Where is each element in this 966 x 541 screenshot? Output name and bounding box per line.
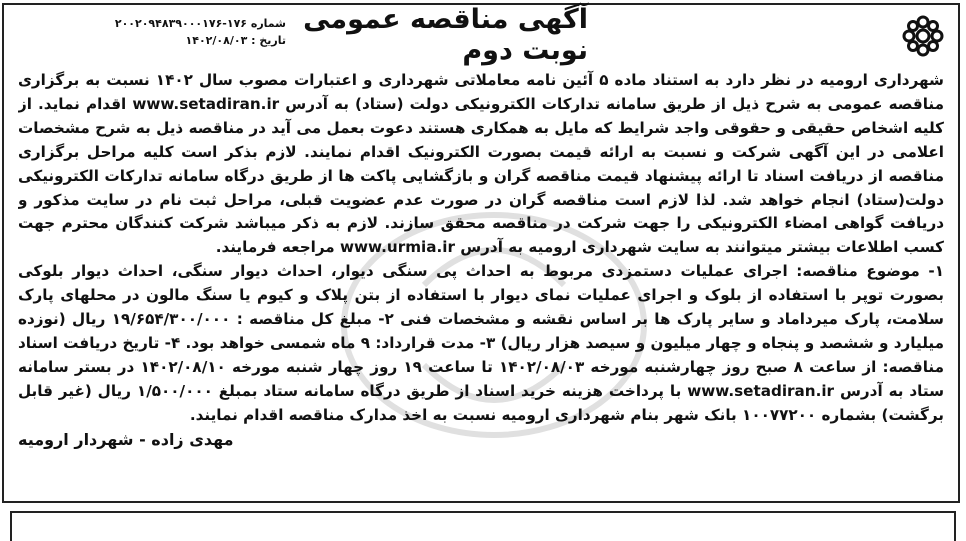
notice-details-paragraph: ۱- موضوع مناقصه: اجرای عملیات دستمزدی مربوط به احداث پی سنگی دیوار، احداث دیوار سنگی، احداث دیوار بلوکی بصورت توپر با استفاده از بلوک و اجرای عملیات نمای دیوار با استفاده از بتن پلاک و کیوم یا سنگ مالون در محلهای پارک سلامت، پارک میرداماد و سایر پارک ها بر اساس نقشه و مشخصات فنی ۲- مبلغ کل مناقصه : ۱۹/۶۵۴/۳۰۰/۰۰۰ ریال (نوزده میلیارد و ششصد و پنجاه و چهار میلیون و سیصد هزار ریال) ۳- مدت قرارداد: ۹ ماه شمسی خواهد بود. ۴- تاریخ دریافت اسناد مناقصه: از ساعت ۸ صبح روز چهارشنبه مورخه ۱۴۰۲/۰۸/۰۳ تا ساعت ۱۹ روز چهار شنبه مورخه ۱۴۰۲/۰۸/۱۰ در بستر سامانه ستاد به آدرس www.setadiran.ir با پرداخت هزینه خرید اسناد از طریق درگاه سامانه ستاد بمبلغ ۱/۵۰۰/۰۰۰ ریال (غیر قابل برگشت) بشماره ۱۰۰۷۷۲۰۰ بانک شهر بنام شهرداری ارومیه نسبت به اخذ مدارک مناقصه اقدام نمایند. bbox=[18, 262, 944, 424]
notice-title: آگهی مناقصه عمومی نوبت دوم bbox=[303, 4, 588, 66]
notice-header bbox=[4, 5, 958, 65]
notice-frame bbox=[2, 3, 960, 503]
notice-intro-paragraph: شهرداری ارومیه در نظر دارد به استناد ماده ۵ آئین نامه معاملاتی شهرداری و اعتبارات مصوب سال ۱۴۰۲ نسبت به برگزاری مناقصه عمومی به شرح ذیل از طریق سامانه تدارکات الکترونیکی دولت (ستاد) به آدرس www.setadiran.ir اقدام نماید. از کلیه اشخاص حقیقی و حقوقی واجد شرایط که مایل به همکاری هستند دعوت بعمل می آید در مناقصه ذیل به شرح مشخصات اعلامی در این آگهی شرکت و نسبت به ارائه قیمت بصورت الکترونیک اقدام نمایند. لازم بذکر است کلیه مراحل برگزاری مناقصه از دریافت اسناد تا ارائه پیشنهاد قیمت مناقصه گران و بازگشایی پاکت ها از طریق درگاه سامانه تدارکات الکترونیکی دولت(ستاد) انجام خواهد شد. لذا لازم است مناقصه گران در صورت عدم عضویت قبلی، مراحل ثبت نام در سایت مذکور و دریافت گواهی امضاء الکترونیکی را جهت شرکت در مناقصه محقق سازند. لازم به ذکر میباشد شرکت کنندگان محترم جهت کسب اطلاعات بیشتر میتوانند به سایت شهرداری ارومیه به آدرس www.urmia.ir مراجعه فرمایند. bbox=[18, 71, 944, 257]
notice-meta bbox=[16, 15, 286, 49]
notice-number: شماره ۱۷۶-۲۰۰۲۰۹۴۸۳۹۰۰۰۱۷۶ bbox=[114, 17, 286, 30]
municipality-emblem-icon bbox=[898, 11, 948, 61]
notice-signature: مهدی زاده - شهردار ارومیه bbox=[18, 429, 234, 449]
notice-date: تاریخ : ۱۴۰۲/۰۸/۰۳ bbox=[185, 34, 286, 47]
notice-body bbox=[18, 69, 944, 501]
next-notice-box bbox=[10, 511, 956, 541]
